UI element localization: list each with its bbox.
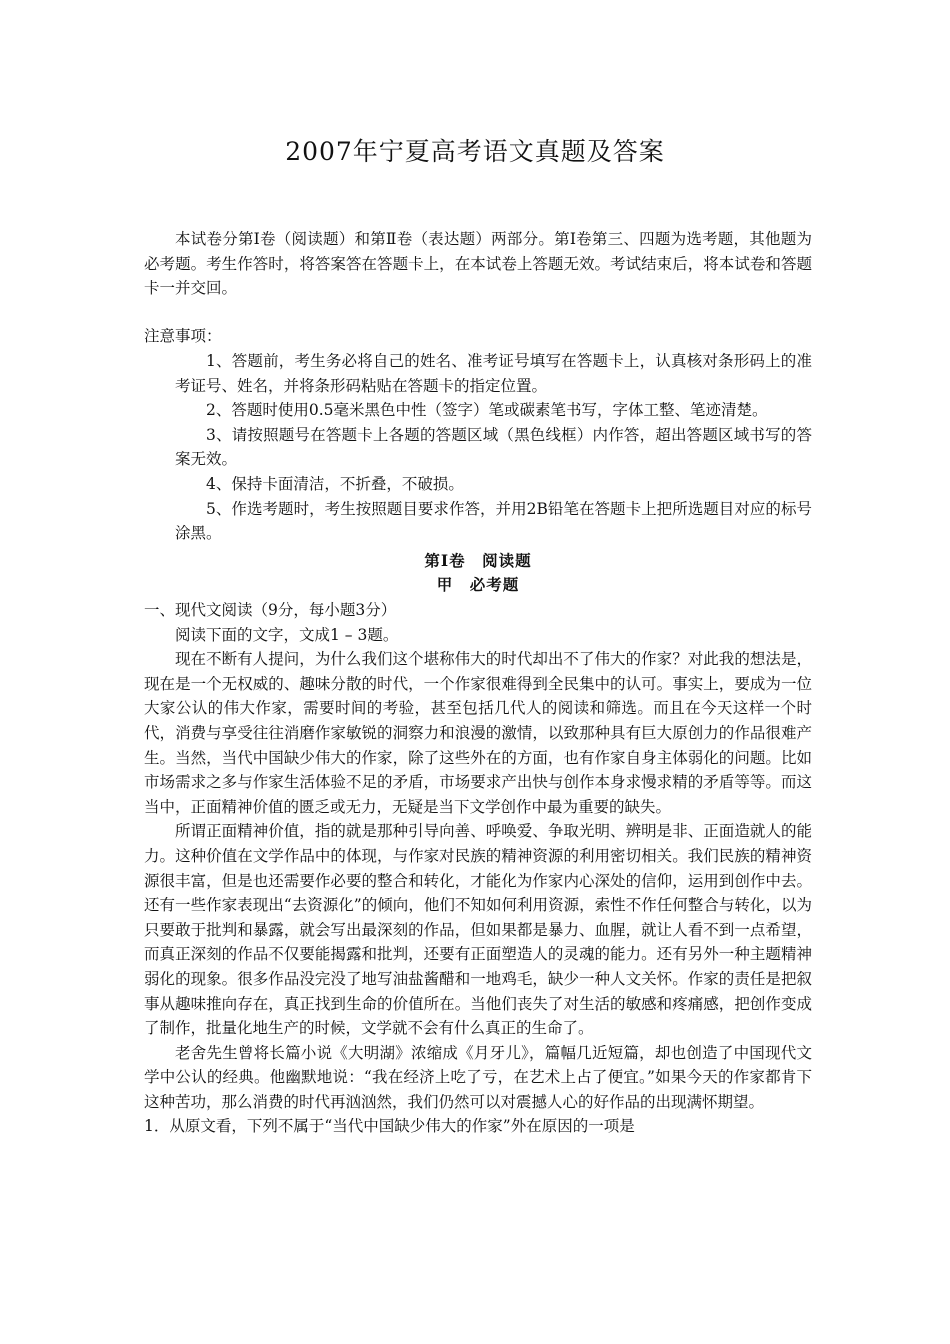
passage-paragraph-2: 所谓正面精神价值，指的就是那种引导向善、呼唤爱、争取光明、辨明是非、正面造就人的能力。这种价值在文学作品中的体现，与作家对民族的精神资源的利用密切相关。我们民族的精神资源很丰富，但是也还需要作必要的整合和转化，才能化为作家内心深处的信仰，运用到创作中去。还有一些作家表现出“去资源化”的倾向，他们不知如何利用资源，索性不作任何整合与转化，以为只要敢于批判和暴露，就会写出最深刻的作品，但如果都是暴力、血腥，就让人看不到一点希望，而真正深刻的作品不仅要能揭露和批判，还要有正面塑造人的灵魂的能力。还有另外一种主题精神弱化的现象。很多作品没完没了地写油盐酱醋和一地鸡毛，缺少一种人文关怀。作家的责任是把叙事从趣味推向存在，真正找到生命的价值所在。当他们丧失了对生活的敏感和疼痛感，把创作变成了制作，批量化地生产的时候，文学就不会有什么真正的生命了。 [144, 822, 812, 1038]
section-heading: 一、现代文阅读（9分，每小题3分） [144, 601, 397, 619]
question-1: 1．从原文看，下列不属于“当代中国缺少伟大的作家”外在原因的一项是 [144, 1117, 635, 1136]
exam-intro [144, 227, 812, 301]
note-item-2: 2、答题时使用0.5毫米黑色中性（签字）笔或碳素笔书写，字体工整、笔迹清楚。 [206, 401, 768, 420]
passage-paragraph-3: 老舍先生曾将长篇小说《大明湖》浓缩成《月牙儿》，篇幅几近短篇，却也创造了中国现代文学中公认的经典。他幽默地说：“我在经济上吃了亏，在艺术上占了便宜。”如果今天的作家都肯下这种苦功，那么消费的时代再汹汹然，我们仍然可以对震撼人心的好作品的出现满怀期望。 [144, 1043, 812, 1111]
notes-list [144, 349, 812, 546]
note-item-4: 4、保持卡面清洁，不折叠，不破损。 [206, 474, 464, 493]
notes-heading: 注意事项： [144, 327, 222, 345]
intro-paragraph: 本试卷分第Ⅰ卷（阅读题）和第Ⅱ卷（表达题）两部分。第Ⅰ卷第三、四题为选考题，其他题为必考题。考生作答时，将答案答在答题卡上，在本试卷上答题无效。考试结束后，将本试卷和答题卡一并交回。 [144, 230, 812, 298]
volume-heading: 第Ⅰ卷 阅读题 [424, 551, 532, 570]
part-heading: 甲 必考题 [436, 575, 520, 594]
section-instruction: 阅读下面的文字，文成1 – 3题。 [175, 625, 399, 644]
note-item-5: 5、作选考题时，考生按照题目要求作答，并用2B铅笔在答题卡上把所选题目对应的标号涂黑。 [175, 499, 812, 543]
passage-paragraph-1: 现在不断有人提问，为什么我们这个堪称伟大的时代却出不了伟大的作家？对此我的想法是，现在是一个无权威的、趣味分散的时代，一个作家很难得到全民集中的认可。事实上，要成为一位大家公认的伟大作家，需要时间的考验，甚至包括几代人的阅读和筛选。而且在今天这样一个时代，消费与享受往往消磨作家敏锐的洞察力和浪漫的激情，以致那种具有巨大原创力的作品很难产生。当然，当代中国缺少伟大的作家，除了这些外在的方面，也有作家自身主体弱化的问题。比如市场需求之多与作家生活体验不足的矛盾，市场要求产出快与创作本身求慢求精的矛盾等等。而这当中，正面精神价值的匮乏或无力，无疑是当下文学创作中最为重要的缺失。 [144, 650, 812, 816]
note-item-1: 1、答题前，考生务必将自己的姓名、准考证号填写在答题卡上，认真核对条形码上的准考证号、姓名，并将条形码粘贴在答题卡的指定位置。 [175, 352, 812, 395]
note-item-3: 3、请按照题号在答题卡上各题的答题区域（黑色线框）内作答，超出答题区域书写的答案无效。 [175, 425, 812, 469]
page-title: 2007年宁夏高考语文真题及答案 [285, 137, 665, 166]
reading-section [144, 598, 812, 1139]
